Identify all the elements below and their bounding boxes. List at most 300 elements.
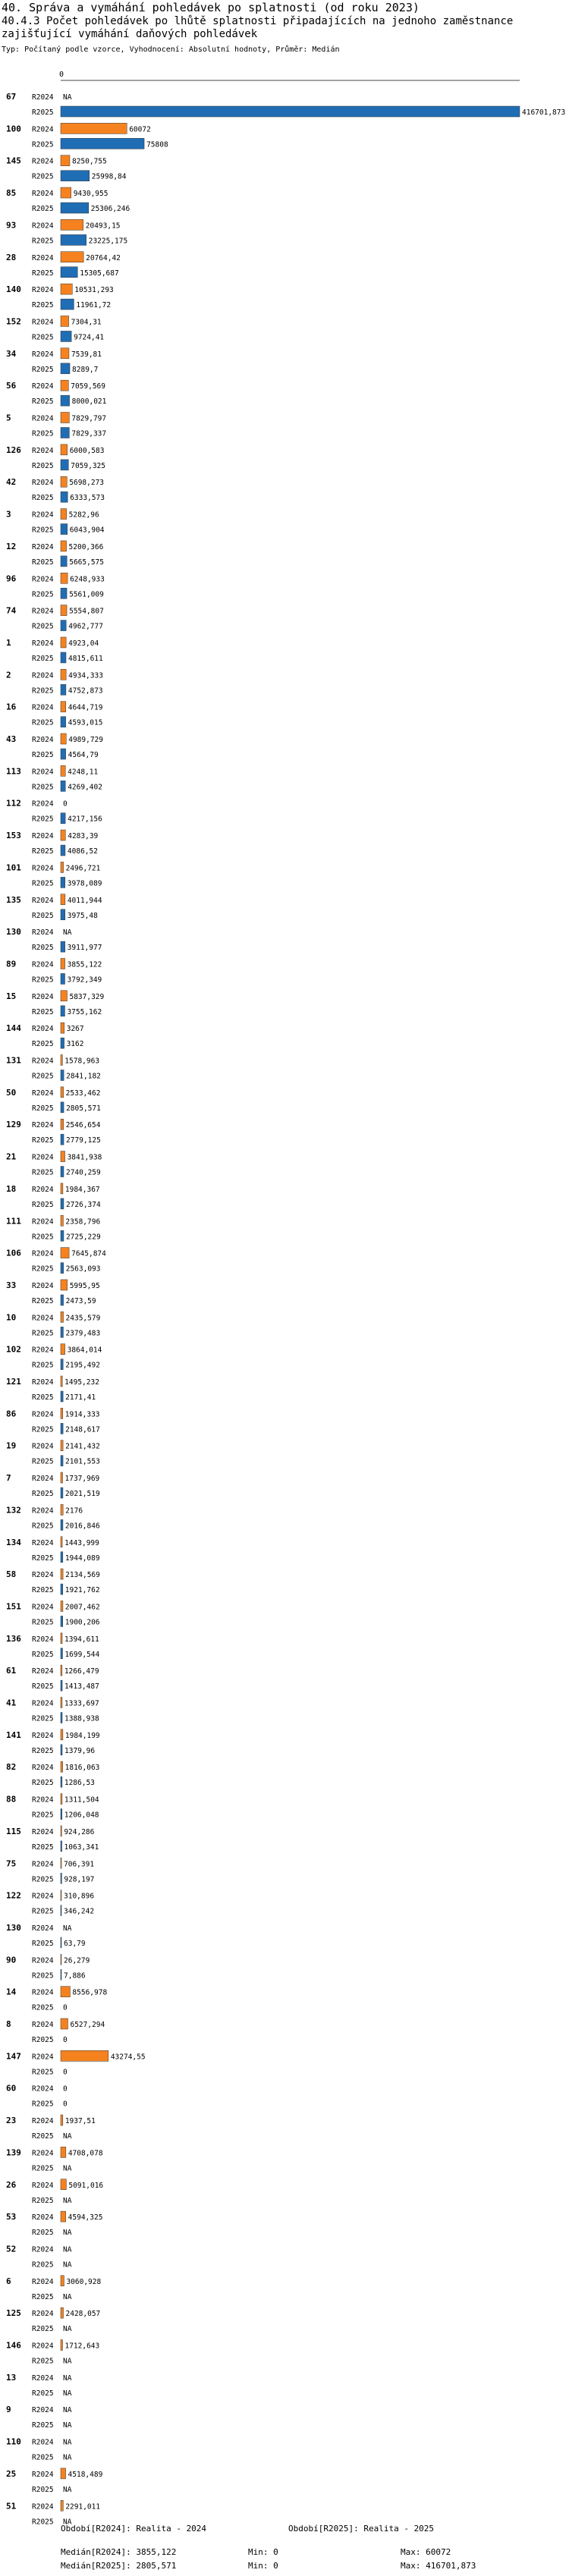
value-label: 1900,206 [64, 1618, 100, 1627]
series-label: R2024 [32, 1699, 54, 1708]
value-label: 5554,807 [69, 607, 104, 616]
series-label: R2024 [32, 479, 54, 488]
value-label: 75808 [146, 140, 168, 149]
series-label: R2025 [32, 1522, 54, 1531]
group-id-label: 6 [6, 2276, 11, 2286]
min-2024: Min: 0 [248, 2547, 278, 2557]
bar-r2025-7 [61, 1487, 63, 1498]
group-id-label: 139 [6, 2147, 21, 2158]
bar-r2025-106 [61, 1263, 64, 1274]
bar-r2025-88 [61, 1809, 62, 1820]
value-label: 0 [63, 800, 68, 809]
bar-r2024-111 [61, 1215, 63, 1226]
series-label: R2025 [32, 686, 54, 696]
series-label: R2025 [32, 461, 54, 470]
value-label: 7539,81 [71, 350, 102, 359]
group-id-label: 115 [6, 1826, 21, 1836]
value-label: 4989,729 [68, 736, 104, 744]
bar-r2024-136 [61, 1633, 62, 1644]
group-id-label: 33 [6, 1280, 17, 1290]
value-label: 8250,755 [71, 157, 107, 166]
group-id-label: 93 [6, 220, 17, 231]
series-label: R2024 [32, 2021, 54, 2029]
bar-r2025-129 [61, 1134, 64, 1145]
value-label: 8000,021 [71, 397, 107, 407]
group-id-label: 60 [6, 2083, 17, 2094]
bar-r2024-135 [61, 894, 65, 905]
series-label: R2025 [32, 1907, 54, 1916]
series-label: R2024 [32, 1442, 54, 1451]
value-label: 416701,873 [522, 108, 566, 117]
group-id-label: 10 [6, 1312, 17, 1323]
series-label: R2024 [32, 2342, 54, 2351]
value-label: 63,79 [64, 1939, 86, 1948]
bar-r2025-102 [61, 1359, 63, 1370]
series-label: R2024 [32, 671, 54, 680]
bar-r2024-8 [61, 2018, 68, 2029]
series-label: R2025 [32, 1007, 54, 1016]
value-label: NA [63, 2389, 72, 2398]
value-label: 924,286 [64, 1827, 95, 1836]
group-id-label: 16 [6, 702, 17, 712]
series-label: R2024 [32, 864, 54, 873]
group-id-label: 8 [6, 2019, 11, 2029]
value-label: 2533,462 [65, 1089, 101, 1098]
value-label: 2496,721 [65, 864, 101, 873]
group-id-label: 53 [6, 2212, 17, 2223]
bar-r2025-153 [61, 845, 65, 856]
series-label: R2025 [32, 2518, 54, 2527]
bar-r2025-56 [61, 395, 70, 406]
series-label: R2025 [32, 2100, 54, 2109]
value-label: NA [63, 2132, 72, 2141]
group-id-label: 34 [6, 348, 17, 359]
value-label: 6043,904 [69, 526, 105, 535]
series-label: R2025 [32, 2003, 54, 2012]
bar-r2025-131 [61, 1070, 64, 1081]
group-id-label: 112 [6, 798, 21, 809]
value-label: 25998,84 [91, 172, 127, 181]
bar-r2025-112 [61, 813, 65, 824]
group-id-label: 102 [6, 1344, 21, 1355]
group-id-label: 21 [6, 1151, 17, 1162]
group-id-label: 131 [6, 1055, 21, 1066]
group-id-label: 96 [6, 573, 17, 584]
value-label: NA [63, 2164, 72, 2173]
series-label: R2025 [32, 108, 54, 117]
group-id-label: 106 [6, 1248, 21, 1258]
value-label: 2171,41 [65, 1393, 96, 1402]
bar-r2024-42 [61, 476, 67, 487]
series-label: R2024 [32, 1025, 54, 1034]
group-id-label: 19 [6, 1440, 17, 1451]
value-label: 9724,41 [74, 333, 105, 342]
legend-2024: Období[R2024]: Realita - 2024 [61, 2524, 207, 2534]
value-label: 1712,643 [64, 2342, 100, 2351]
group-id-label: 41 [6, 1698, 17, 1708]
bar-r2025-74 [61, 620, 66, 631]
bar-r2024-53 [61, 2211, 66, 2222]
value-label: 2101,553 [65, 1457, 100, 1466]
series-label: R2024 [32, 157, 54, 166]
group-id-label: 25 [6, 2468, 17, 2479]
axis-zero-label: 0 [59, 71, 64, 79]
series-label: R2024 [32, 1764, 54, 1773]
value-label: 2291,011 [65, 2502, 101, 2512]
series-label: R2024 [32, 2438, 54, 2447]
group-id-label: 86 [6, 1409, 17, 1419]
bar-r2025-82 [61, 1776, 62, 1787]
value-label: 4086,52 [67, 847, 98, 856]
series-label: R2025 [32, 2389, 54, 2398]
group-id-label: 140 [6, 284, 21, 295]
value-label: 2563,093 [65, 1264, 101, 1274]
value-label: 5561,009 [69, 590, 104, 599]
legend-2025: Období[R2025]: Realita - 2025 [288, 2524, 435, 2534]
series-label: R2025 [32, 1650, 54, 1659]
group-id-label: 43 [6, 734, 17, 744]
value-label: NA [63, 2438, 72, 2447]
group-id-label: 152 [6, 316, 21, 327]
value-label: 4217,156 [68, 815, 102, 824]
series-label: R2025 [32, 1425, 54, 1434]
bar-r2024-100 [61, 123, 127, 134]
group-id-label: 110 [6, 2436, 21, 2447]
value-label: 6333,573 [70, 494, 105, 503]
series-label: R2024 [32, 125, 54, 134]
bar-r2024-134 [61, 1537, 62, 1547]
series-label: R2025 [32, 205, 54, 214]
group-id-label: 125 [6, 2308, 21, 2319]
bar-r2025-101 [61, 877, 65, 887]
bar-r2024-106 [61, 1248, 69, 1258]
value-label: 7059,325 [71, 461, 106, 470]
value-label: 3267 [66, 1025, 84, 1034]
value-label: 7,886 [64, 1971, 86, 1981]
group-id-label: 100 [6, 124, 21, 134]
bar-r2025-2 [61, 684, 66, 695]
value-label: 2428,057 [65, 2310, 101, 2319]
bar-r2025-151 [61, 1616, 63, 1626]
bar-r2024-147 [61, 2050, 108, 2061]
value-label: 5837,329 [69, 992, 105, 1001]
value-label: 5200,366 [68, 542, 104, 551]
group-id-label: 151 [6, 1601, 21, 1612]
value-label: 43274,55 [110, 2053, 146, 2062]
series-label: R2024 [32, 510, 54, 520]
group-id-label: 113 [6, 766, 21, 777]
bar-r2025-10 [61, 1327, 63, 1337]
bar-r2025-50 [61, 1102, 64, 1113]
bar-r2025-152 [61, 331, 71, 341]
bar-r2024-1 [61, 637, 66, 648]
value-label: 7645,874 [71, 1249, 106, 1258]
chart-meta: Typ: Počítaný podle vzorce, Vyhodnocení: Absolutní hodnoty, Průměr: Medián [2, 46, 340, 54]
series-label: R2025 [32, 1264, 54, 1274]
value-label: NA [63, 2518, 72, 2527]
series-label: R2024 [32, 2149, 54, 2158]
series-label: R2025 [32, 2036, 54, 2044]
value-label: 1914,333 [64, 1410, 100, 1419]
series-label: R2024 [32, 1795, 54, 1805]
group-id-label: 101 [6, 862, 21, 873]
bar-r2024-121 [61, 1376, 62, 1387]
series-label: R2025 [32, 2292, 54, 2301]
series-label: R2025 [32, 1361, 54, 1370]
series-label: R2025 [32, 590, 54, 599]
series-label: R2025 [32, 1971, 54, 1981]
value-label: 1206,048 [64, 1811, 99, 1820]
series-label: R2024 [32, 1956, 54, 1965]
group-id-label: 3 [6, 509, 11, 520]
value-label: 2148,617 [65, 1425, 100, 1434]
bar-r2025-3 [61, 524, 68, 535]
group-id-label: 134 [6, 1537, 21, 1547]
bar-r2024-82 [61, 1761, 63, 1772]
group-id-label: 50 [6, 1087, 17, 1098]
bar-r2024-33 [61, 1280, 68, 1290]
group-id-label: 144 [6, 1023, 21, 1034]
value-label: 11961,72 [76, 301, 112, 310]
series-label: R2025 [32, 1842, 54, 1852]
series-label: R2025 [32, 879, 54, 888]
bar-r2025-85 [61, 203, 89, 213]
series-label: R2024 [32, 992, 54, 1001]
bar-r2024-152 [61, 316, 69, 326]
value-label: 2134,569 [65, 1571, 100, 1580]
series-label: R2025 [32, 1714, 54, 1723]
bar-r2025-121 [61, 1391, 63, 1402]
bar-r2025-130 [61, 941, 65, 952]
bar-r2025-16 [61, 717, 66, 727]
series-label: R2024 [32, 1410, 54, 1419]
series-label: R2024 [32, 382, 54, 391]
median-2025: Medián[R2025]: 2805,571 [61, 2561, 177, 2571]
value-label: 1737,969 [64, 1475, 100, 1484]
bar-r2025-96 [61, 588, 67, 598]
value-label: 2779,125 [66, 1136, 101, 1145]
bar-r2024-16 [61, 702, 66, 712]
value-label: 10531,293 [74, 286, 114, 295]
bar-r2025-126 [61, 460, 68, 470]
group-id-label: 145 [6, 156, 21, 166]
group-id-label: 135 [6, 894, 21, 905]
bar-r2024-102 [61, 1344, 65, 1355]
series-label: R2024 [32, 1121, 54, 1130]
group-id-label: 15 [6, 991, 17, 1001]
bar-r2024-6 [61, 2276, 64, 2286]
value-label: 1816,063 [64, 1764, 100, 1773]
series-label: R2025 [32, 2196, 54, 2205]
series-label: R2024 [32, 703, 54, 712]
bar-r2024-15 [61, 991, 67, 1001]
bar-r2024-146 [61, 2340, 62, 2351]
series-label: R2025 [32, 975, 54, 985]
group-id-label: 14 [6, 1987, 17, 1997]
series-label: R2024 [32, 1924, 54, 1933]
value-label: 1984,367 [64, 1185, 100, 1194]
series-label: R2025 [32, 365, 54, 374]
group-id-label: 85 [6, 188, 17, 199]
bar-r2025-111 [61, 1230, 64, 1241]
series-label: R2024 [32, 2373, 54, 2383]
value-label: NA [63, 928, 72, 938]
bar-r2024-129 [61, 1119, 64, 1129]
series-label: R2025 [32, 1682, 54, 1692]
bar-r2025-115 [61, 1841, 62, 1852]
bar-r2024-93 [61, 219, 83, 230]
series-label: R2025 [32, 1104, 54, 1113]
value-label: 0 [63, 2068, 68, 2077]
value-label: 1311,504 [64, 1795, 99, 1805]
series-label: R2025 [32, 2325, 54, 2334]
value-label: 2379,483 [65, 1329, 101, 1338]
group-id-label: 126 [6, 445, 21, 455]
value-label: 3755,162 [67, 1007, 102, 1016]
series-label: R2024 [32, 2245, 54, 2254]
bar-r2024-12 [61, 541, 67, 551]
value-label: 3841,938 [67, 1153, 102, 1162]
value-label: 1578,963 [64, 1057, 100, 1066]
series-label: R2024 [32, 1892, 54, 1901]
group-id-label: 58 [6, 1569, 17, 1580]
page-title: 40. Správa a vymáhání pohledávek po splatnosti (od roku 2023) [2, 1, 420, 14]
series-label: R2024 [32, 350, 54, 359]
value-label: 1286,53 [64, 1779, 95, 1788]
series-label: R2024 [32, 1538, 54, 1547]
group-id-label: 26 [6, 2179, 17, 2190]
bar-r2025-12 [61, 556, 67, 567]
series-label: R2024 [32, 832, 54, 841]
series-label: R2025 [32, 944, 54, 953]
bar-r2025-61 [61, 1680, 62, 1691]
group-id-label: 18 [6, 1183, 17, 1194]
group-id-label: 28 [6, 252, 17, 262]
group-id-label: 141 [6, 1729, 21, 1740]
series-label: R2024 [32, 2117, 54, 2126]
series-label: R2024 [32, 1089, 54, 1098]
series-label: R2025 [32, 718, 54, 727]
series-label: R2024 [32, 1475, 54, 1484]
value-label: 3978,089 [67, 879, 102, 888]
bar-r2025-145 [61, 171, 90, 181]
value-label: 1379,96 [64, 1746, 96, 1755]
value-label: NA [63, 2421, 72, 2430]
value-label: 2805,571 [66, 1104, 101, 1113]
bar-r2025-89 [61, 973, 65, 984]
group-id-label: 129 [6, 1120, 21, 1130]
bar-r2024-56 [61, 380, 68, 391]
value-label: 3855,122 [67, 960, 102, 969]
bar-r2024-18 [61, 1183, 63, 1194]
series-label: R2025 [32, 2260, 54, 2270]
series-label: R2024 [32, 2053, 54, 2062]
value-label: 26,279 [64, 1956, 90, 1965]
series-label: R2025 [32, 2421, 54, 2430]
bar-r2025-41 [61, 1713, 62, 1723]
value-label: 5665,575 [69, 558, 104, 567]
value-label: 346,242 [64, 1907, 95, 1916]
series-label: R2025 [32, 526, 54, 535]
series-label: R2024 [32, 2181, 54, 2190]
group-id-label: 61 [6, 1666, 17, 1676]
value-label: NA [63, 1924, 72, 1933]
bar-r2024-5 [61, 413, 69, 423]
value-label: 7829,337 [71, 429, 107, 438]
series-label: R2025 [32, 2068, 54, 2077]
group-id-label: 67 [6, 92, 17, 102]
group-id-label: 51 [6, 2501, 17, 2512]
value-label: NA [63, 2325, 72, 2334]
series-label: R2025 [32, 2357, 54, 2366]
bar-r2024-10 [61, 1312, 64, 1322]
value-label: 1984,199 [64, 1731, 100, 1740]
series-label: R2024 [32, 1153, 54, 1162]
value-label: 0 [63, 2003, 68, 2012]
series-label: R2024 [32, 736, 54, 744]
group-id-label: 23 [6, 2116, 17, 2126]
group-id-label: 132 [6, 1505, 21, 1516]
group-id-label: 52 [6, 2244, 17, 2254]
bar-r2025-141 [61, 1745, 62, 1755]
group-id-label: 111 [6, 1216, 21, 1227]
group-id-label: 121 [6, 1377, 21, 1387]
bar-r2025-15 [61, 1006, 64, 1016]
bar-r2025-43 [61, 749, 66, 759]
series-label: R2024 [32, 1281, 54, 1290]
series-label: R2024 [32, 253, 54, 262]
value-label: 8556,978 [72, 1988, 108, 1997]
max-2025: Max: 416701,873 [401, 2561, 476, 2571]
value-label: 1937,51 [64, 2117, 96, 2126]
group-id-label: 130 [6, 927, 21, 938]
bar-r2024-140 [61, 284, 72, 294]
value-label: 4708,078 [68, 2149, 103, 2158]
value-label: 2435,579 [65, 1314, 101, 1323]
series-label: R2024 [32, 1635, 54, 1644]
value-label: 8289,7 [72, 365, 99, 374]
series-label: R2024 [32, 2470, 54, 2479]
series-label: R2024 [32, 607, 54, 616]
value-label: 3864,014 [67, 1346, 102, 1355]
value-label: 20764,42 [86, 253, 121, 262]
value-label: 25306,246 [90, 205, 130, 214]
series-label: R2024 [32, 221, 54, 231]
value-label: 5091,016 [68, 2181, 104, 2190]
group-id-label: 74 [6, 605, 17, 616]
series-label: R2024 [32, 1603, 54, 1612]
value-label: 1443,999 [64, 1538, 99, 1547]
value-label: 1063,341 [64, 1842, 99, 1852]
bar-r2024-125 [61, 2307, 64, 2318]
value-label: 1266,479 [64, 1667, 99, 1676]
bar-r2024-96 [61, 573, 68, 583]
bar-r2024-101 [61, 862, 64, 872]
series-label: R2025 [32, 783, 54, 792]
value-label: 23225,175 [88, 237, 128, 246]
value-label: NA [63, 2260, 72, 2270]
bar-r2025-33 [61, 1295, 64, 1305]
value-label: 706,391 [64, 1860, 95, 1869]
bar-r2025-18 [61, 1198, 64, 1209]
series-label: R2025 [32, 2229, 54, 2238]
group-id-label: 147 [6, 2051, 21, 2062]
series-label: R2025 [32, 654, 54, 663]
series-label: R2024 [32, 1217, 54, 1227]
series-label: R2025 [32, 1875, 54, 1884]
bar-r2024-88 [61, 1794, 62, 1805]
series-label: R2025 [32, 494, 54, 503]
